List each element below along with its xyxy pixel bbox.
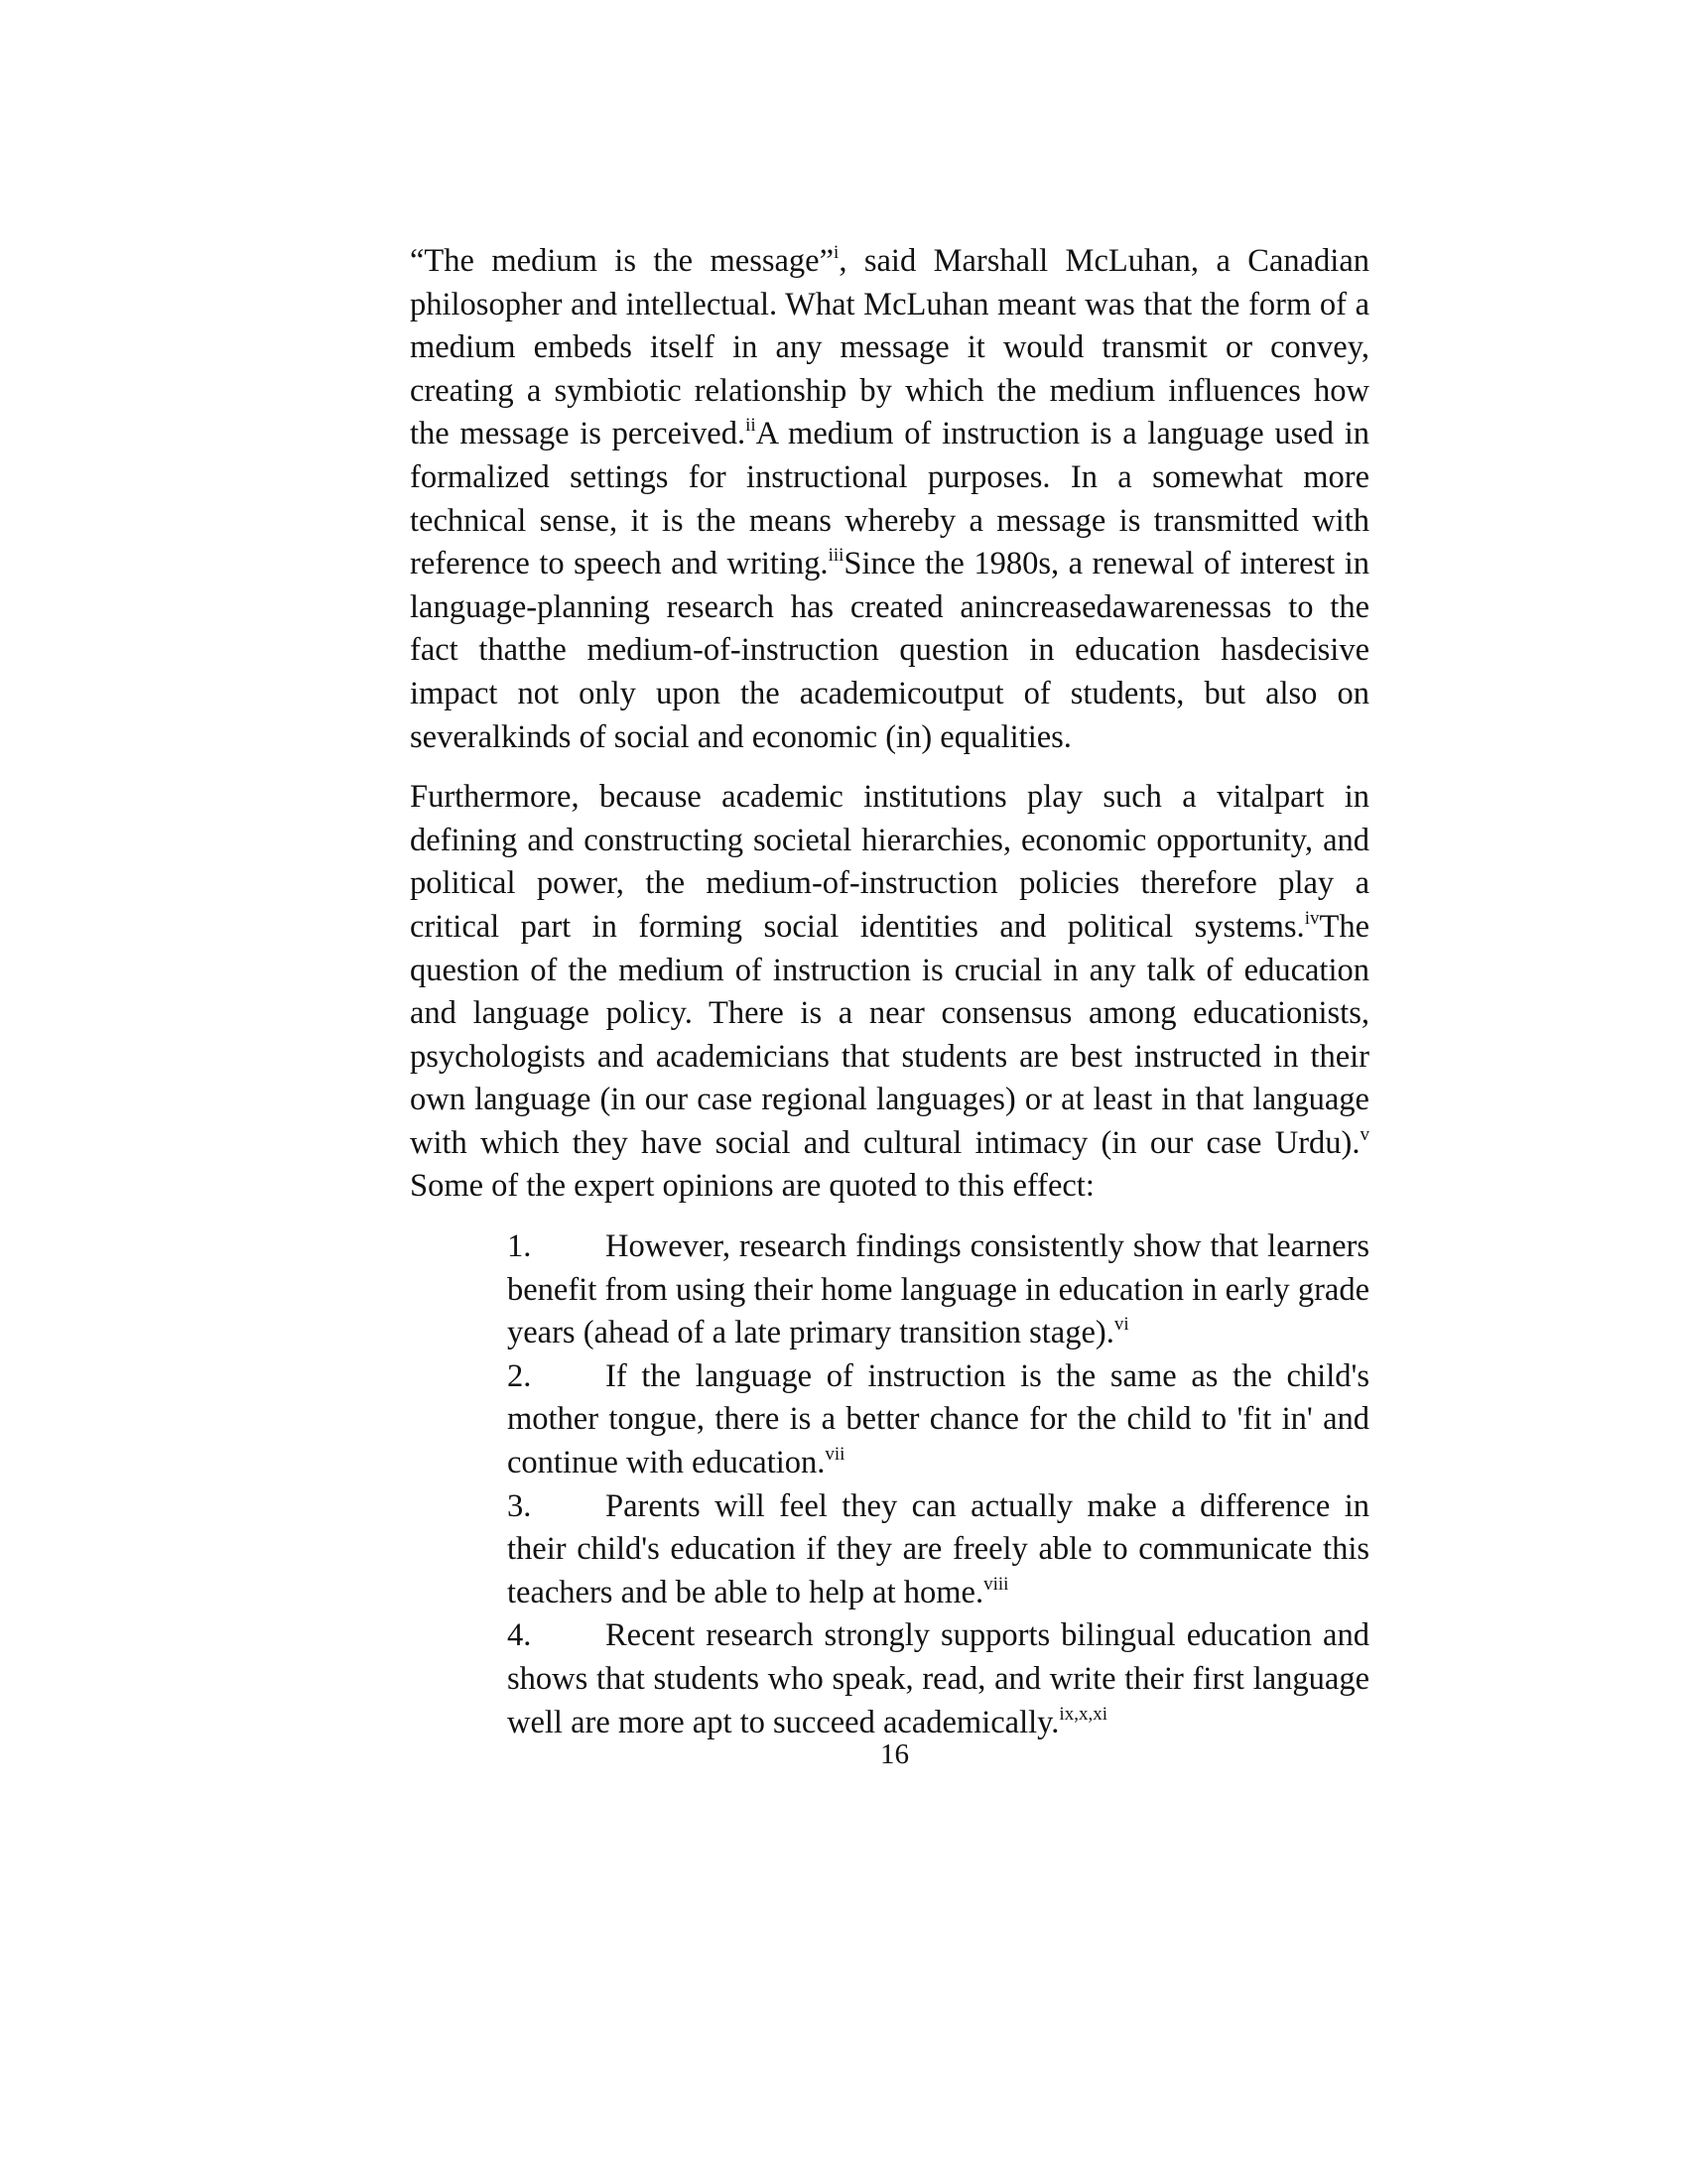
document-page: [410, 240, 1369, 1744]
footnote-marker: viii: [983, 1573, 1009, 1595]
page-number: 16: [880, 1738, 909, 1770]
list-item-number: 2.: [507, 1357, 532, 1394]
list-item-number: 3.: [507, 1487, 532, 1524]
list-item-number: 1.: [507, 1228, 532, 1265]
footnote-marker: vi: [1113, 1314, 1129, 1336]
list-item: [507, 1485, 1369, 1615]
footnote-marker: v: [1360, 1123, 1369, 1145]
list-item: [507, 1225, 1369, 1355]
footnote-marker: i: [834, 242, 840, 263]
list-item-text: If the language of instruction is the same as the child's mother tongue, there is a better chance for the child to 'fit in' and continue with education.$^{vii}$: [507, 1357, 1369, 1481]
footnote-marker: ii: [745, 415, 756, 437]
list-item-text: Recent research strongly supports bilingual education and shows that students who speak, read, and write their first language well are more apt to succeed academically.$^{ix,x,xi}$: [507, 1617, 1369, 1740]
footnote-marker: vii: [825, 1444, 845, 1466]
list-item: [507, 1614, 1369, 1744]
footnote-marker: iii: [828, 545, 844, 567]
list-item-text: Parents will feel they can actually make a difference in their child's education if they are freely able to communicate this teachers and be able to help at home.$^{viii}$: [507, 1487, 1369, 1610]
paragraph: Furthermore, because academic institutions play such a vitalpart in defining and constructing societal hierarchies, economic opportunity, and political power, the medium-of-instruction policies therefore play a critical part in forming social identities and political systems.$^{iv}$The question of the medium of instruction is crucial in any talk of education and language policy. There is a near consensus among educationists, psychologists and academicians that students are best instructed in their own language (in our case regional languages) or at least in that language with which they have social and cultural intimacy (in our case Urdu).$^v$ Some of the expert opinions are quoted to this effect:: [410, 779, 1369, 1205]
list-item-text: However, research findings consistently show that learners benefit from using their home language in education in early grade years (ahead of a late primary transition stage).$^{vi}$: [507, 1228, 1369, 1351]
list-item-number: 4.: [507, 1617, 532, 1654]
footnote-marker: ix,x,xi: [1059, 1703, 1107, 1725]
list-item: [507, 1355, 1369, 1485]
footnote-marker: iv: [1304, 907, 1320, 929]
paragraph: “The medium is the message”$^i$, said Marshall McLuhan, a Canadian philosopher and intellectual. What McLuhan meant was that the form of a medium embeds itself in any message it would transmit or convey, creating a symbiotic relationship by which the medium influences how the message is perceived.$^{ii}$A medium of instruction is a language used in formalized settings for instructional purposes. In a somewhat more technical sense, it is the means whereby a message is transmitted with reference to speech and writing.$^{iii}$Since the 1980s, a renewal of interest in language-planning research has created anincreasedawarenessas to the fact thatthe medium-of-instruction question in education hasdecisive impact not only upon the academicoutput of students, but also on severalkinds of social and economic (in) equalities.: [410, 242, 1370, 755]
expert-opinions-list: [507, 1225, 1369, 1744]
